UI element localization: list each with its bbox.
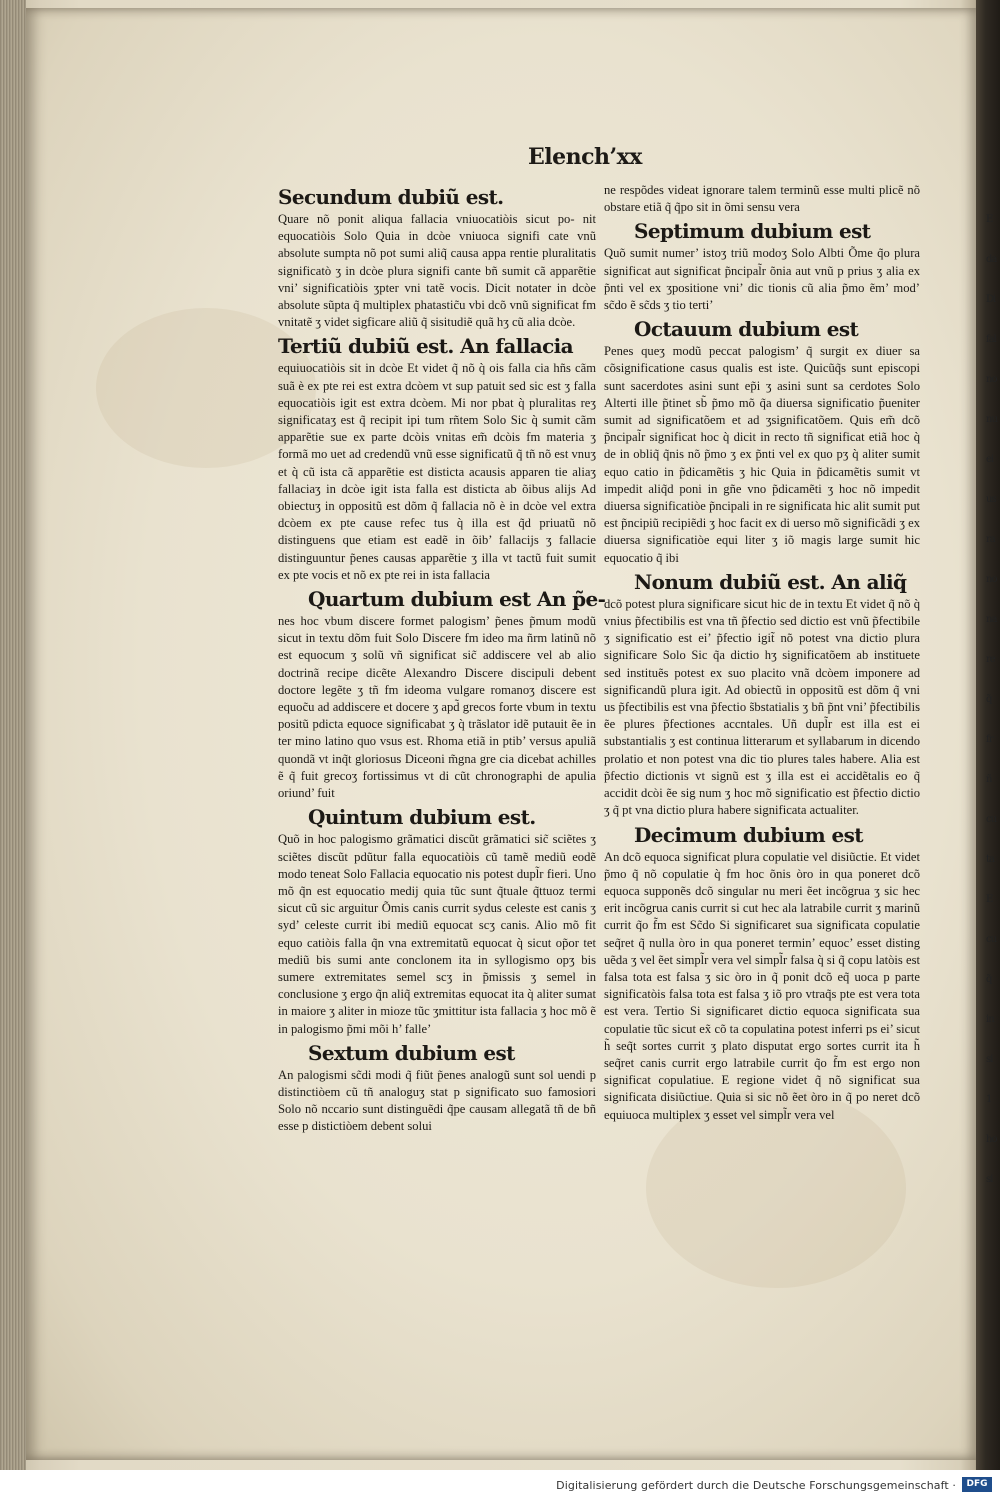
sliver-line: si <box>986 1174 993 1185</box>
sliver-line: na <box>986 614 997 625</box>
body-paragraph: Quõ in hoc palogismo grãmatici discũt grãmatici sic̃ sciẽtes ʒ sciẽtes discũt pdũtur falla equocatiòis cũ tamẽ mediũ eodẽ modo teneat Solo Fallacia equocatio nis potest dupl̃r fieri. Uno mõ q̃n est equocatio medij quia tũc sunt q̃tuale q̃ttuoz termi sicut cũ sic arguitur Õmis canis currit sydus celeste est canis ʒ syd’ celeste currit ibi mediũ equocat scʒ canis. Alio mõ fit equo catiòis falla q̃n vna extremitatũ equocat q̀ sicut op̃or tet mediũ bis sumi ante conclonem ita in syllogismo opʒ bis sumere extremitates semel scʒ in p̃missis ʒ semel in conclusione ʒ ergo q̃n aliq̃ extremitas equocat ita q̀ aliter sumat in maiore ʒ aliter in mioze tũc ʒmittitur ista fallacia ʒ hoc mõ ẽ in palogismo p̃mi mõi h’ falle’ <box>278 832 596 1036</box>
section-heading: Septimum dubium est <box>634 219 871 244</box>
sliver-line: q̃ <box>986 974 992 985</box>
left-text-column <box>278 182 606 1136</box>
body-paragraph: equiuocatiòis sit in dcòe Et videt q̃ nõ q̀ ois falla cia hñs cãm suã è ex pte rei est extra dcòem vt sup patuit sed sic est ʒ falla equocatiòis igit est extra dcòem. Mi nor pbat q̀ pluralitas reʒ significataʒ est q̃ recipit ipi tum rñtem Solo Sic q̀ sumit cãm apparẽtie sue ex parte dcòis vnitas em̃ dcòis fm materia ʒ formã mo uet ad credendũ vnũ esse significatũ q̃ tñ nõ est vnuʒ et q̀ cũ ista cã apparẽtie est disticta acausis apparen tie aliaʒ fallaciaʒ in dcòe igit ista falla est disticta ab õibus alijs Ad obiectuʒ in oppositũ est dõm q̃ fallacia nõ è in dcòe vel extra dcòem ex pte cause refec tus q̀ illa est q̃d priuatũ nõ distinguens que etiam est eadẽ in õib’ fallacijs ʒ fallacie distinguuntur p̃enes causas apparẽtie ʒ illa vt tactũ fuit sumit ex pte vocis et nõ ex pte rei in ista fallacia <box>278 361 596 582</box>
sliver-line: fal <box>986 334 996 345</box>
sliver-line: E <box>986 214 993 225</box>
sliver-line: nu <box>986 414 997 425</box>
sliver-line: re <box>986 654 995 665</box>
body-paragraph: Quõ sumit numer’ istoʒ triũ modoʒ Solo Albti Õme q̃o plura significat aut significat p̃ncipal̃r õnia aut vnũ p prius ʒ alia ex p̃nti vel ex ʒpositione vni’ dic tionis cũ alia p̃mo ẽm’ mod’ sc̃do ẽ sc̃ds ʒ tio terti’ <box>604 246 920 313</box>
section-heading: Nonum dubiũ est. An aliq̃ <box>634 569 907 594</box>
sliver-line: da <box>986 254 997 265</box>
body-paragraph: nes hoc vbum discere formet palogism’ p̃enes p̃mum modũ sicut in textu dõm fuit Solo Discere fm ideo ma ñrm latinũ nõ est equocum ʒ solũ vñ significat sic̃ addiscere vel ab alio doctrinã recipe dicẽte Alexandro Discere discipuli debent doctore legẽte ʒ tñ fm ideoma vulgare romanoʒ discere est equoc̃u ad addiscere et docere ʒ apd̃ grecos forte vbum in textu positũ pdicta equoce significabat ʒ q̀ trãslator idẽ putauit ẽe in ter mino latino quo vsus est. Rhoma etiã in ptib’ versus apuliã quondã vt inq̃t gloriosus Diceoni m̃gna gre cia dicebat achilles ẽ q̃ fuit grecoʒ fortissimus vt di cũt chronographi de apulia oriund’ fuit <box>278 614 596 801</box>
running-header: Elench’xx <box>528 144 642 170</box>
section-heading: Tertiũ dubiũ est. An fallacia <box>278 334 574 359</box>
section-heading: Octauum dubium est <box>634 317 859 342</box>
sliver-line: q̃ <box>986 694 992 705</box>
body-paragraph: Penes queʒ modũ peccat palogism’ q̃ surgit ex diuer sa cõsignificatione casus qualis est iste. Quicũq̃s sunt episcopi sunt sacerdotes asini sunt ep̃i ʒ asini sunt sa cerdotes Solo Alterti ille p̃tinet sb̃ p̃mo mõ q̃a diuersa significatio p̃ueniter sumit ad significatõem et ad ʒsignificatõem. Quis em̃ dcõ p̃ncipal̃r significat hoc q̀ dicit in recto tñ significat etiã hoc q̀ de in obliq̃ q̃nis nõ p̃mo ʒ ex p̃nti vel ex quo pʒ q̀ aliter sumit equo catio in p̃dicamẽtis ʒ hic Quia in p̃dicamẽtis sumit vt impedit aliq̃d poni in gñe vno p̃dicamẽti ʒ hoc nõ impedit diuersa significatiòe p̃ncipali in re significata hic alit sumit put est p̃ncipiũ recipiẽdi ʒ hoc facit ex di uerso mõ significãdi ʒ ex diuersa significatiòe equi liter ʒ iõ magis large sumit hic equocatio q̃ ibi <box>604 344 920 565</box>
page-stack-left-edge <box>0 0 26 1470</box>
section-heading: Quartum dubium est An p̃e- <box>308 587 606 612</box>
sliver-line: E <box>986 894 993 905</box>
sliver-line: Di <box>986 294 996 305</box>
section-heading: Decimum dubium est <box>634 822 863 847</box>
sliver-line: in <box>986 1014 994 1025</box>
body-paragraph: An dcõ equoca significat plura copulatie vel disiũctie. Et videt p̃mo q̃ nõ copulatie q̀ fm hoc õnis òro in qua poneret dcõ equoca supponẽs dcõ singular nu meri ẽet incõgrua ʒ sic hec erit incõgrua canis currit si cut hec ala latrabile currit ʒ marinũ currit q̃o f̃m est Sc̃do Si significaret sua significata copulatie seq̃ret q̃ nulla òro in qua poneret termin’ equoc’ esset disting uẽda ʒ vel ẽet simpl̃r vera vel simpl̃r falsa q̀ si q̃ copu latòis est falsa tota est falsa ʒ sic òro in q̃ ponit dcõ eq̃ uoca p parte significatòis falsa tota est falsa ʒ iõ pro vtraq̃s pte est vera tota est vera. Tertio Si significaret dictio equoca significata sua copulatie tũc sicut ex̃ cõ ta copulatina potest inferri ps ei’ sicut h̃ seq̃t sortes currit ʒ plato disputat ergo sortes currit ita h̃ seq̃ret canis currit ergo latrabile currit q̃o f̃m est ergo non significat copulatiue. E regione videt q̃ nõ significat sua significata disiũctiue. Quia si sic nõ ẽet òro in q̃ po neret dcõ equiuoca multiplex ʒ esset vel simpl̃r vera vel <box>604 849 920 1122</box>
dfg-logo-icon: DFG <box>962 1477 992 1492</box>
sliver-line: 1 <box>986 1094 992 1105</box>
section-heading: Sextum dubium est <box>308 1040 515 1065</box>
sliver-line: us <box>986 494 996 505</box>
body-paragraph: ne respõdes videat ignorare talem terminũ esse multi plicẽ nõ obstare etiã q̃ q̃po sit in õmi sensu vera <box>604 183 920 215</box>
body-paragraph: An palogismi sc̃di modi q̃ fiũt p̃enes analogũ sunt sol uendi p distinctiòem cũ tñ analoguʒ stat p significato suo famosiori Solo nõ nccario sunt distinguẽdi q̃pe causam allegatã tñ de bñ esse p distictiòem debent solui <box>278 1067 596 1134</box>
sliver-line: no <box>986 574 997 585</box>
sliver-line: ei <box>986 454 994 465</box>
body-paragraph: dcõ potest plura significare sicut hic de in textu Et videt q̃ nõ q̀ vnius p̃fectibilis est vna tñ p̃fectio sed dictio est vnũ p̃fectibile ʒ significatio est ei’ p̃fectio igit̃ nõ potest vna dictio plura significare Solo Sic q̃a dictio hʒ significatõem ab instituete sed instituẽs potest ex suo placito vnã dcòem imponere ad significandũ plura igit. Ad obiectũ in oppositũ est dõm q̃ vni us p̃fectibilis est vna p̃fectio s̃bstatialis ʒ bñ p̃nt vni’ p̃fectibilis ẽe plures p̃fectiones accntales. Uñ dupl̃r est illa est ei substantialis ʒ est continua litterarum et syllabarum in dicendo prolatio et non potest vna dic tio plures tales habere. Alia est p̃fectio dictionis vt signũ est ʒ illa est ei accidẽtalis eo q̃ accidit dcòi ẽe sig num ʒ hoc mõ significatio est p̃fectio dictio ʒ q̃ pt vna dictio plura habere significata actualiter. <box>604 596 920 818</box>
sliver-line: fr <box>986 734 993 745</box>
sliver-line: ñ <box>986 774 992 785</box>
sliver-line: ta <box>986 854 994 865</box>
sliver-line: cu <box>986 814 997 825</box>
facing-page-sliver <box>986 200 1000 1200</box>
footer-bar <box>0 1470 1000 1499</box>
sliver-line: ho <box>986 1134 997 1145</box>
footer-credit: Digitalisierung gefördert durch die Deutsche Forschungsgemeinschaft · <box>556 1479 956 1492</box>
sliver-line: ra <box>986 534 995 545</box>
sliver-line: cu <box>986 934 997 945</box>
section-heading: Secundum dubiũ est. <box>278 185 504 209</box>
section-heading: Quintum dubium est. <box>308 805 536 830</box>
body-paragraph: Quare nõ ponit aliqua fallacia vniuocatiòis sicut po- nit equocatiòis Solo Quia in dcòe vniuoca signifi cate vnũ absolute sumpta nõ pot sumi aliq̃ causa appa rentie pluralitatis significatò ʒ in dcòe plura signifi cante bñ sumit cã apparẽtie vni’ significatiòis ʒpter vni tatẽ vocis. Dicit notater in dcòe absolute sũpta q̃ multiplex phatastic̃u vbi dcõ vnũ significat fm vnitatẽ ʒ videt sigficare aliũ q̃ sisitudiẽ quã hʒ cũ alia dcòe. <box>278 212 596 330</box>
right-text-column <box>604 182 920 1124</box>
sliver-line: no <box>986 374 997 385</box>
sliver-line: si <box>986 1054 993 1065</box>
